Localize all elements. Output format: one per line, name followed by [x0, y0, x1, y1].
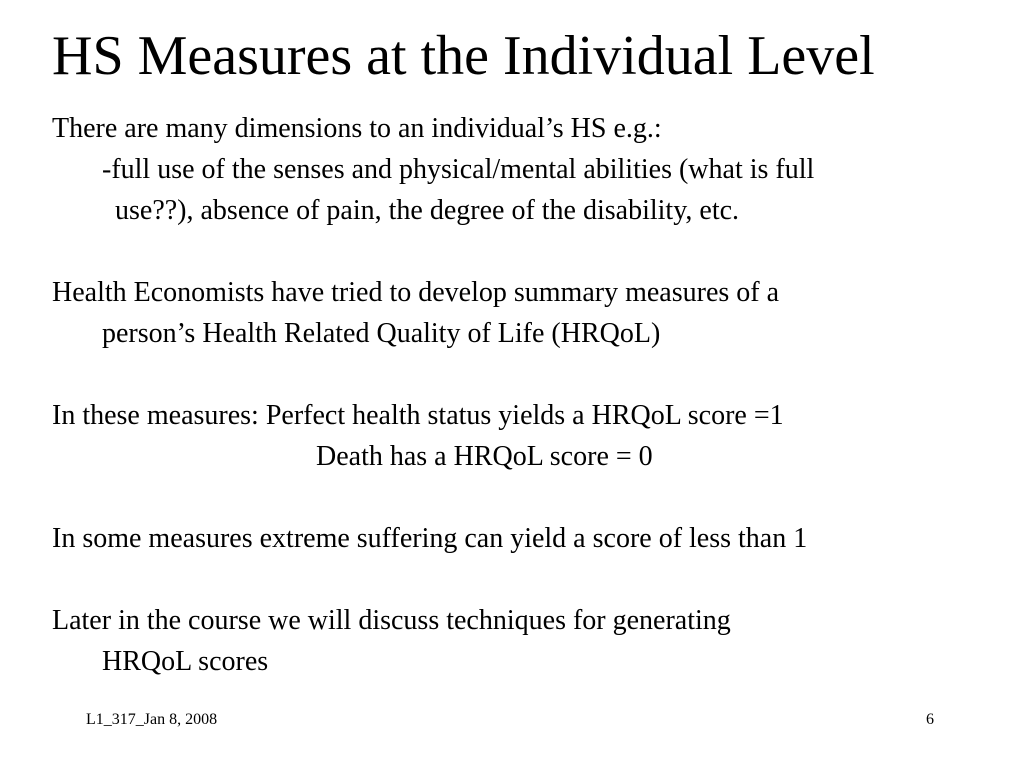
paragraph-line: There are many dimensions to an individual’s HS e.g.: [52, 113, 662, 144]
page-number: 6 [926, 711, 934, 728]
paragraph-line: In these measures: Perfect health status yields a HRQoL score =1 [52, 400, 784, 431]
paragraph-line: In some measures extreme suffering can yield a score of less than 1 [52, 523, 808, 554]
paragraph-line: use??), absence of pain, the degree of the disability, etc. [115, 195, 740, 226]
paragraph-line: person’s Health Related Quality of Life (HRQoL) [102, 318, 661, 349]
paragraph-line: Death has a HRQoL score = 0 [316, 441, 653, 472]
paragraph-line: Health Economists have tried to develop summary measures of a [52, 277, 780, 308]
footer-left-text: L1_317_Jan 8, 2008 [86, 711, 218, 728]
slide-title: HS Measures at the Individual Level [52, 25, 875, 87]
paragraph-line: Later in the course we will discuss techniques for generating [52, 605, 731, 636]
paragraph-line: -full use of the senses and physical/mental abilities (what is full [102, 154, 815, 185]
paragraph-line: HRQoL scores [102, 646, 269, 677]
